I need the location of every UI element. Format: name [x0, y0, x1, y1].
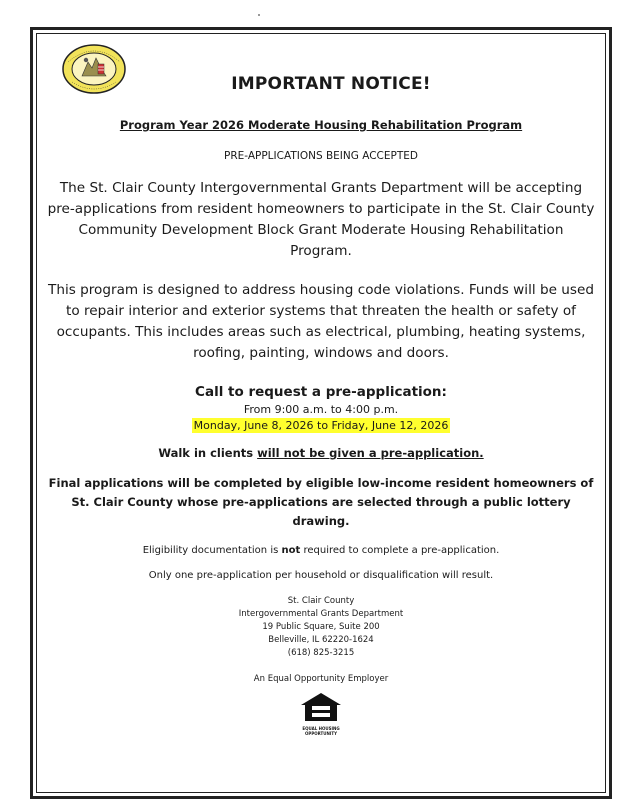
one-per-household-note: Only one pre-application per household or disqualification will result.: [148, 570, 494, 581]
call-dates: [40, 419, 602, 432]
intro-paragraph: The St. Clair County Intergovernmental Grants Department will be accepting pre-applications from resident homeowners to participate in the St. Clair County Community Development Block Grant Moderate Housing Rehabilitation Program.: [47, 180, 595, 259]
program-name: Program Year 2026 Moderate Housing Rehabilitation Program: [119, 118, 523, 132]
walk-in-notice: [40, 446, 602, 460]
pre-applications-heading: PRE-APPLICATIONS BEING ACCEPTED: [224, 150, 418, 162]
scan-speck: [258, 14, 260, 16]
address-line-2: Intergovernmental Grants Department: [238, 609, 404, 619]
highlighted-dates: Monday, June 8, 2026 to Friday, June 12, 2026: [193, 419, 449, 432]
program-description-paragraph: This program is designed to address housing code violations. Funds will be used to repair interior and exterior systems that threaten the health or safety of occupants. This includes areas such as electrical, plumbing, heating systems, roofing, painting, windows and doors.: [48, 282, 594, 361]
eligibility-bold: not: [281, 545, 301, 556]
address-line-3: 19 Public Square, Suite 200: [262, 622, 380, 632]
contact-address: [40, 595, 602, 660]
equal-housing-label-1: EQUAL HOUSING: [302, 726, 340, 731]
eligibility-note: [40, 545, 602, 556]
call-hours: From 9:00 a.m. to 4:00 p.m.: [243, 403, 399, 416]
address-phone: (618) 825-3215: [287, 648, 355, 658]
equal-housing-house-icon: [299, 692, 343, 722]
eligibility-prefix: Eligibility documentation is: [142, 545, 282, 556]
equal-opportunity-employer: An Equal Opportunity Employer: [253, 674, 389, 684]
call-heading: Call to request a pre-application:: [195, 384, 447, 400]
notice-title: IMPORTANT NOTICE!: [231, 74, 431, 94]
address-line-4: Belleville, IL 62220-1624: [268, 635, 374, 645]
equal-housing-label-2: OPPORTUNITY: [304, 731, 337, 736]
walk-in-underlined: will not be given a pre-application.: [257, 446, 484, 460]
notice-content: [40, 74, 602, 736]
eligibility-suffix: required to complete a pre-application.: [300, 545, 500, 556]
final-applications-paragraph: Final applications will be completed by eligible low-income resident homeowners of St. Clair County whose pre-applications are selected through a public lottery drawing.: [48, 476, 594, 528]
address-line-1: St. Clair County: [287, 596, 355, 606]
equal-housing-logo: [299, 692, 343, 736]
walk-in-prefix: Walk in clients: [158, 446, 258, 460]
